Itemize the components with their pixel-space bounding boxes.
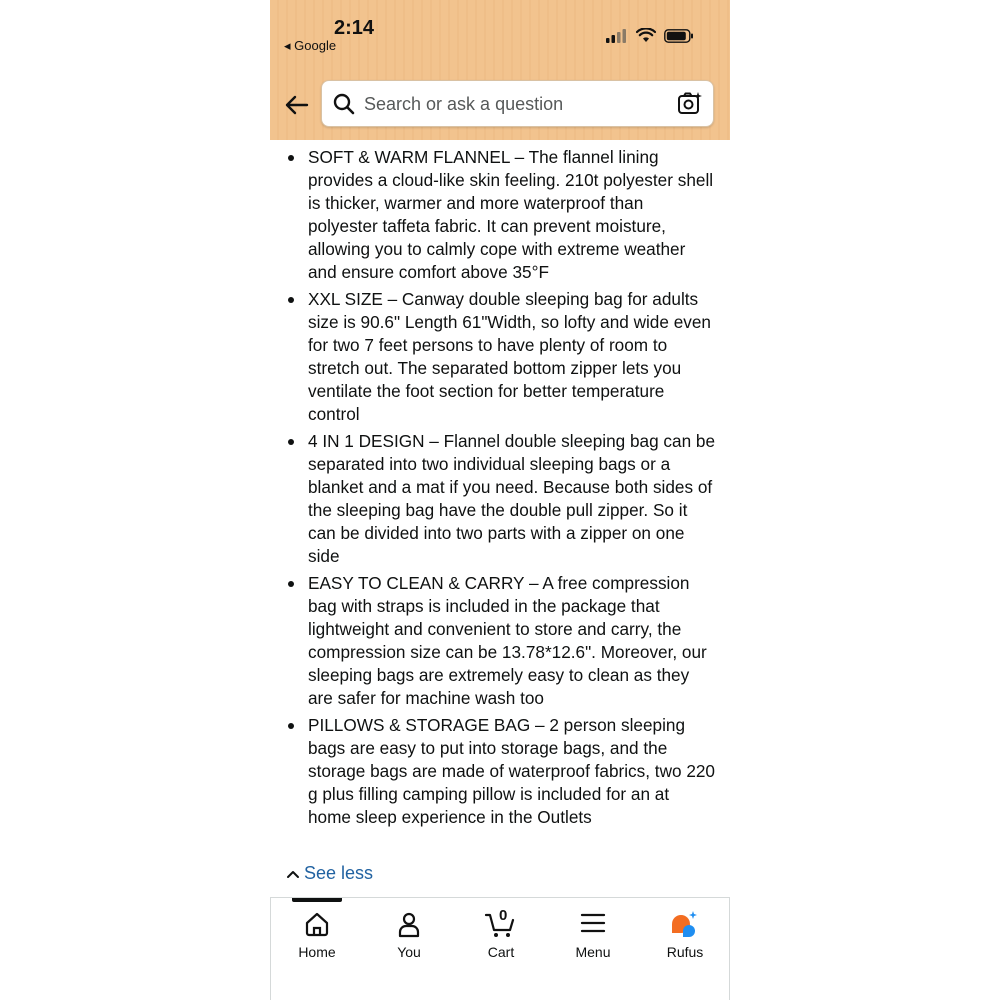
- feature-bullet: 4 IN 1 DESIGN – Flannel double sleeping bag can be separated into two individual sleeping bags or a blanket and a mat if you need. Because both sides of the sleeping bag have the double pull zipper. So it can be divided into two parts with a zipper on one side: [308, 431, 716, 566]
- status-icons: [606, 28, 694, 43]
- nav-menu-label[interactable]: Menu: [575, 944, 611, 960]
- wifi-icon: [636, 28, 656, 43]
- person-icon[interactable]: [395, 910, 423, 938]
- nav-rufus-label[interactable]: Rufus: [666, 944, 704, 960]
- nav-you-label[interactable]: You: [397, 944, 421, 960]
- phone-screen: [270, 0, 730, 1000]
- nav-home-label[interactable]: Home: [298, 944, 336, 960]
- back-to-app-link[interactable]: ◂ Google: [284, 38, 337, 53]
- nav-you[interactable]: [363, 898, 455, 998]
- see-less-label[interactable]: See less: [304, 863, 374, 883]
- search-icon[interactable]: [333, 93, 355, 115]
- home-icon[interactable]: [303, 910, 331, 938]
- feature-bullet: SOFT & WARM FLANNEL – The flannel lining provides a cloud-like skin feeling. 210t polyester shell is thicker, warmer and more waterproof than polyester taffeta fabric. It can prevent moisture, allowing you to calmly cope with extreme weather and ensure comfort above 35°F: [308, 146, 716, 284]
- nav-menu[interactable]: [547, 898, 639, 998]
- back-arrow-icon[interactable]: [282, 90, 312, 120]
- search-input[interactable]: [364, 89, 664, 119]
- nav-cart[interactable]: [455, 898, 547, 998]
- signal-icon: [606, 29, 628, 43]
- search-bar[interactable]: [321, 80, 714, 127]
- camera-search-icon[interactable]: [677, 91, 703, 117]
- rufus-assistant-icon[interactable]: [669, 910, 701, 940]
- nav-cart-label[interactable]: Cart: [487, 944, 515, 960]
- product-description: [270, 146, 730, 833]
- chevron-up-icon[interactable]: [286, 869, 300, 879]
- status-time: 2:14: [334, 17, 375, 39]
- feature-bullet: EASY TO CLEAN & CARRY – A free compression bag with straps is included in the package that lightweight and convenient to store and carry, the compression size can be 13.78*12.6". Moreover, our sleeping bags are extremely easy to clean as they are safer for machine wash too: [308, 572, 716, 710]
- see-less-link[interactable]: [286, 863, 373, 884]
- active-tab-indicator: [292, 898, 342, 902]
- hamburger-menu-icon[interactable]: [580, 910, 606, 936]
- feature-bullet-list: [270, 146, 730, 829]
- battery-icon: [664, 29, 694, 43]
- feature-bullet: PILLOWS & STORAGE BAG – 2 person sleeping bags are easy to put into storage bags, and the storage bags are made of waterproof fabrics, two 220 g plus filling camping pillow is included for an at home sleep experience in the Outlets: [308, 715, 715, 827]
- nav-rufus[interactable]: [639, 898, 730, 998]
- cart-count-badge: 0: [499, 907, 508, 924]
- app-header: [270, 0, 730, 140]
- nav-home[interactable]: [271, 898, 363, 998]
- feature-bullet: XXL SIZE – Canway double sleeping bag for adults size is 90.6" Length 61"Width, so lofty and wide even for two 7 feet persons to have plenty of room to stretch out. The separated bottom zipper lets you ventilate the foot section for better temperature control: [308, 288, 716, 426]
- bottom-nav-bar: [270, 897, 730, 1000]
